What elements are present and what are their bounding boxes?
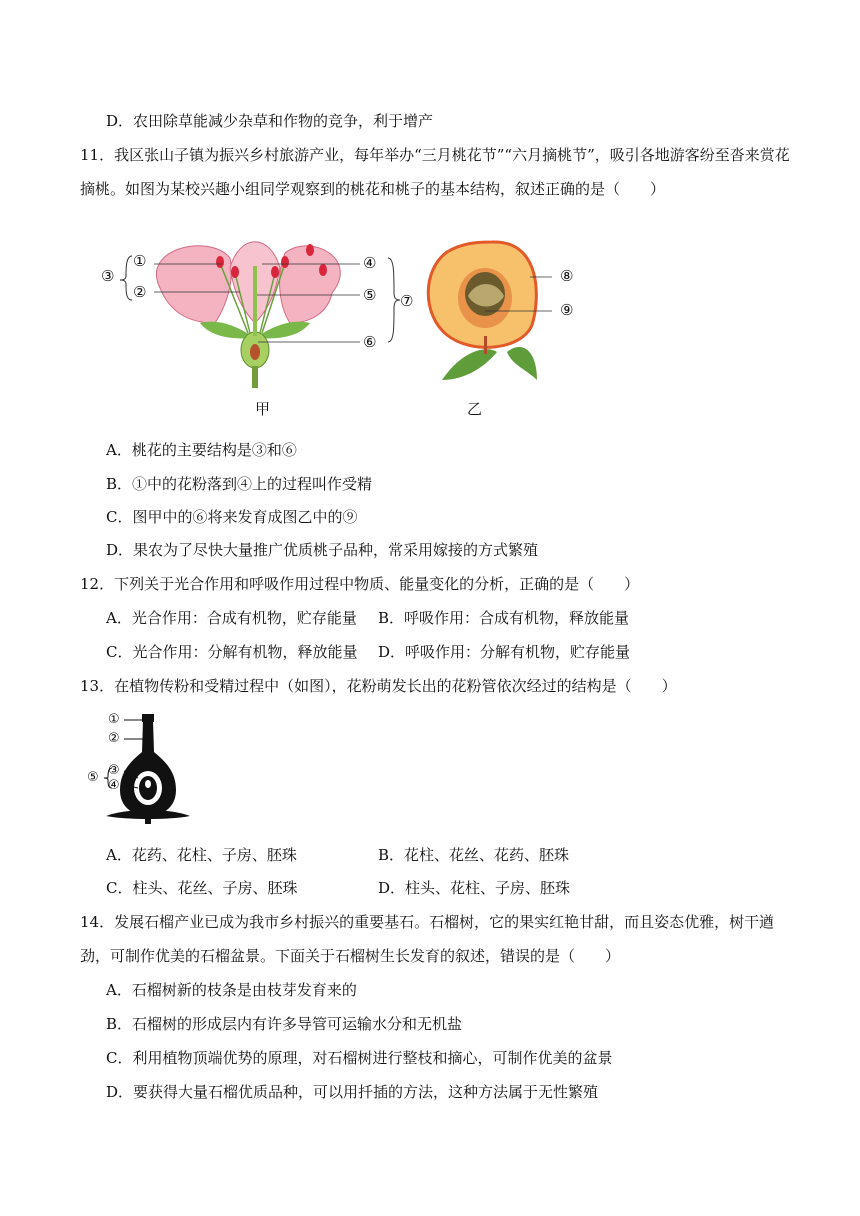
q11-option-c: C．图甲中的⑥将来发育成图乙中的⑨	[106, 508, 358, 526]
marker-8: ⑧	[560, 267, 574, 285]
q13-option-a: A．花药、花柱、子房、胚珠	[106, 846, 297, 864]
q13-option-c: C．柱头、花丝、子房、胚珠	[106, 879, 298, 897]
marker-2: ②	[133, 283, 147, 301]
q14-option-d: D．要获得大量石榴优质品种，可以用扦插的方法，这种方法属于无性繁殖	[106, 1083, 599, 1101]
marker-5: ⑤	[363, 286, 377, 304]
q12-option-b: B．呼吸作用：合成有机物，释放能量	[378, 609, 630, 627]
q14-stem-line2: 劲，可制作优美的石榴盆景。下面关于石榴树生长发育的叙述，错误的是（ ）	[80, 947, 621, 965]
q14-option-c: C．利用植物顶端优势的原理，对石榴树进行整枝和摘心，可制作优美的盆景	[106, 1049, 613, 1067]
q13-option-b: B．花柱、花丝、花药、胚珠	[378, 846, 570, 864]
q14-option-a: A．石榴树新的枝条是由枝芽发育来的	[106, 981, 357, 999]
q13-marker-3: ③	[108, 763, 120, 778]
marker-4: ④	[363, 254, 377, 272]
q10-option-d: D．农田除草能减少杂草和作物的竞争，利于增产	[106, 112, 434, 130]
marker-1: ①	[133, 252, 147, 270]
q13-stem: 13．在植物传粉和受精过程中（如图），花粉萌发长出的花粉管依次经过的结构是（ ）	[80, 677, 677, 695]
q11-stem-line2: 摘桃。如图为某校兴趣小组同学观察到的桃花和桃子的基本结构，叙述正确的是（ ）	[80, 180, 666, 198]
marker-7: ⑦	[400, 292, 414, 310]
q13-option-d: D．柱头、花柱、子房、胚珠	[378, 879, 571, 897]
q13-marker-4: ④	[108, 778, 120, 793]
q12-option-a: A．光合作用：合成有机物，贮存能量	[106, 609, 357, 627]
peach-fruit-figure	[412, 240, 582, 390]
figure-label-yi: 乙	[467, 400, 483, 418]
q14-option-b: B．石榴树的形成层内有许多导管可运输水分和无机盐	[106, 1015, 463, 1033]
q13-marker-5: ⑤	[87, 770, 99, 785]
marker-6: ⑥	[363, 333, 377, 351]
marker-3: ③	[101, 267, 115, 285]
q12-option-d: D．呼吸作用：分解有机物，贮存能量	[378, 643, 631, 661]
q13-marker-1: ①	[108, 712, 120, 727]
q11-option-d: D．果农为了尽快大量推广优质桃子品种，常采用嫁接的方式繁殖	[106, 541, 539, 559]
q12-stem: 12．下列关于光合作用和呼吸作用过程中物质、能量变化的分析，正确的是（ ）	[80, 575, 640, 593]
figure-label-jia: 甲	[255, 400, 271, 418]
q11-option-b: B．①中的花粉落到④上的过程叫作受精	[106, 475, 373, 493]
q14-stem-line1: 14．发展石榴产业已成为我市乡村振兴的重要基石。石榴树，它的果实红艳甘甜，而且姿态优雅，树干遒	[80, 913, 775, 931]
q13-marker-2: ②	[108, 731, 120, 746]
marker-9: ⑨	[560, 301, 574, 319]
q12-option-c: C．光合作用：分解有机物，释放能量	[106, 643, 358, 661]
q11-option-a: A．桃花的主要结构是③和⑥	[106, 441, 297, 459]
q11-stem-line1: 11．我区张山子镇为振兴乡村旅游产业，每年举办“三月桃花节”“六月摘桃节”，吸引各地游客纷至沓来赏花	[80, 146, 790, 164]
pistil-figure	[86, 712, 196, 824]
